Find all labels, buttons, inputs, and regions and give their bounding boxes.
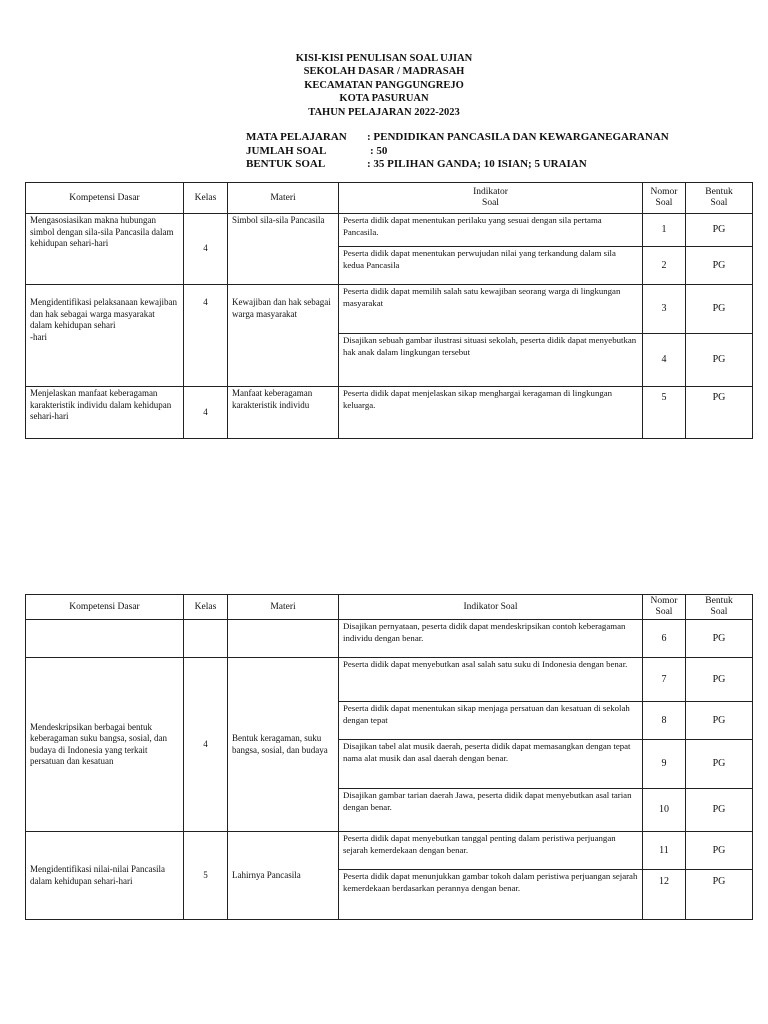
table-row xyxy=(26,214,753,247)
bentuk-cell: PG xyxy=(686,387,753,439)
indikator-cell: Peserta didik dapat menjelaskan sikap menghargai keragaman di lingkungan keluarga. xyxy=(339,387,643,439)
meta-form-value: : 35 PILIHAN GANDA; 10 ISIAN; 5 URAIAN xyxy=(367,158,587,170)
bentuk-cell: PG xyxy=(686,247,753,285)
materi-cell: Kewajiban dan hak sebagai warga masyarakat xyxy=(228,285,339,387)
meta-subject-key: MATA PELAJARAN xyxy=(246,131,347,143)
kelas-cell: 4 xyxy=(184,285,228,387)
col-header-kd: Kompetensi Dasar xyxy=(26,595,184,620)
nomor-cell: 5 xyxy=(643,387,686,439)
header-year: TAHUN PELAJARAN 2022-2023 xyxy=(308,106,460,118)
kd-cell: Mengasosiasikan makna hubungan simbol dengan sila-sila Pancasila dalam kehidupan sehari-hari xyxy=(26,214,184,285)
col-header-nomor: Nomor Soal xyxy=(643,595,686,620)
table-row xyxy=(26,658,753,702)
indikator-cell: Disajikan pernyataan, peserta didik dapat mendeskripsikan contoh keberagaman individu dengan benar. xyxy=(339,620,643,658)
header-city: KOTA PASURUAN xyxy=(339,93,429,105)
col-header-kelas: Kelas xyxy=(184,595,228,620)
header-title: KISI-KISI PENULISAN SOAL UJIAN xyxy=(295,53,473,64)
nomor-cell: 6 xyxy=(643,620,686,658)
kd-cell xyxy=(26,620,184,658)
indikator-cell: Peserta didik dapat menentukan sikap menjaga persatuan dan kesatuan di sekolah dengan tepat xyxy=(339,702,643,740)
kelas-cell: 4 xyxy=(184,387,228,439)
meta-form-key: BENTUK SOAL xyxy=(246,158,326,170)
nomor-cell: 11 xyxy=(643,832,686,870)
bentuk-cell: PG xyxy=(686,334,753,387)
col-header-kd: Kompetensi Dasar xyxy=(26,183,184,214)
nomor-cell: 4 xyxy=(643,334,686,387)
materi-cell xyxy=(228,620,339,658)
indikator-cell: Peserta didik dapat memilih salah satu kewajiban seorang warga di lingkungan masyarakat xyxy=(339,285,643,334)
materi-cell: Simbol sila-sila Pancasila xyxy=(228,214,339,285)
indikator-cell: Peserta didik dapat menyebutkan tanggal penting dalam peristiwa perjuangan sejarah kemerdekaan dengan benar. xyxy=(339,832,643,870)
grid-table-1 xyxy=(25,182,753,439)
bentuk-cell: PG xyxy=(686,870,753,920)
indikator-cell: Disajikan sebuah gambar ilustrasi situasi sekolah, peserta didik dapat menyebutkan hak anak dalam lingkungan tersebut xyxy=(339,334,643,387)
indikator-cell: Peserta didik dapat menentukan perilaku yang sesuai dengan sila pertama Pancasila. xyxy=(339,214,643,247)
bentuk-cell: PG xyxy=(686,832,753,870)
meta-count xyxy=(246,145,669,159)
table-header-row xyxy=(26,183,753,214)
meta-count-value: : 50 xyxy=(370,144,388,157)
col-header-materi: Materi xyxy=(228,183,339,214)
kd-cell: Menjelaskan manfaat keberagaman karakteristik individu dalam kehidupan sehari-hari xyxy=(26,387,184,439)
table-row xyxy=(26,285,753,334)
header-district: KECAMATAN PANGGUNGREJO xyxy=(304,79,464,91)
meta-count-key: JUMLAH SOAL xyxy=(246,144,327,157)
kd-cell: Mendeskripsikan berbagai bentuk keberagaman suku bangsa, sosial, dan budaya di Indonesia yang terkait persatuan dan kesatuan xyxy=(26,658,184,832)
bentuk-cell: PG xyxy=(686,620,753,658)
col-header-indikator: Indikator Soal xyxy=(339,183,643,214)
table-row xyxy=(26,832,753,870)
table-header-row xyxy=(26,595,753,620)
nomor-cell: 9 xyxy=(643,740,686,789)
kelas-cell xyxy=(184,620,228,658)
header-school: SEKOLAH DASAR / MADRASAH xyxy=(303,66,465,78)
nomor-cell: 3 xyxy=(643,285,686,334)
kelas-cell: 5 xyxy=(184,832,228,920)
meta-form xyxy=(246,158,669,172)
nomor-cell: 1 xyxy=(643,214,686,247)
col-header-materi: Materi xyxy=(228,595,339,620)
bentuk-cell: PG xyxy=(686,214,753,247)
indikator-cell: Peserta didik dapat menyebutkan asal salah satu suku di Indonesia dengan benar. xyxy=(339,658,643,702)
col-header-kelas: Kelas xyxy=(184,183,228,214)
meta-subject xyxy=(246,131,669,145)
nomor-cell: 7 xyxy=(643,658,686,702)
kelas-cell: 4 xyxy=(184,658,228,832)
bentuk-cell: PG xyxy=(686,740,753,789)
table-row xyxy=(26,620,753,658)
indikator-cell: Disajikan gambar tarian daerah Jawa, peserta didik dapat menyebutkan asal tarian dengan benar. xyxy=(339,789,643,832)
indikator-cell: Disajikan tabel alat musik daerah, peserta didik dapat memasangkan dengan tepat nama alat musik dan asal daerah dengan benar. xyxy=(339,740,643,789)
kelas-cell: 4 xyxy=(184,214,228,285)
nomor-cell: 10 xyxy=(643,789,686,832)
document-header xyxy=(0,52,768,119)
kd-cell: Mengidentifikasi pelaksanaan kewajiban dan hak sebagai warga masyarakat dalam kehidupan sehari -hari xyxy=(26,285,184,387)
indikator-cell: Peserta didik dapat menunjukkan gambar tokoh dalam peristiwa perjuangan sejarah kemerdekaan berdasarkan perannya dengan benar. xyxy=(339,870,643,920)
bentuk-cell: PG xyxy=(686,285,753,334)
indikator-cell: Peserta didik dapat menentukan perwujudan nilai yang terkandung dalam sila kedua Pancasila xyxy=(339,247,643,285)
table-row xyxy=(26,387,753,439)
materi-cell: Bentuk keragaman, suku bangsa, sosial, dan budaya xyxy=(228,658,339,832)
col-header-bentuk: Bentuk Soal xyxy=(686,183,753,214)
exam-meta xyxy=(246,131,669,172)
nomor-cell: 2 xyxy=(643,247,686,285)
col-header-indikator: Indikator Soal xyxy=(339,595,643,620)
bentuk-cell: PG xyxy=(686,702,753,740)
col-header-nomor: Nomor Soal xyxy=(643,183,686,214)
bentuk-cell: PG xyxy=(686,658,753,702)
col-header-bentuk: Bentuk Soal xyxy=(686,595,753,620)
meta-subject-value: : PENDIDIKAN PANCASILA DAN KEWARGANEGARANAN xyxy=(367,131,669,143)
kd-cell: Mengidentifikasi nilai-nilai Pancasila dalam kehidupan sehari-hari xyxy=(26,832,184,920)
materi-cell: Lahirnya Pancasila xyxy=(228,832,339,920)
nomor-cell: 8 xyxy=(643,702,686,740)
nomor-cell: 12 xyxy=(643,870,686,920)
grid-table-2 xyxy=(25,594,753,920)
bentuk-cell: PG xyxy=(686,789,753,832)
materi-cell: Manfaat keberagaman karakteristik individu xyxy=(228,387,339,439)
